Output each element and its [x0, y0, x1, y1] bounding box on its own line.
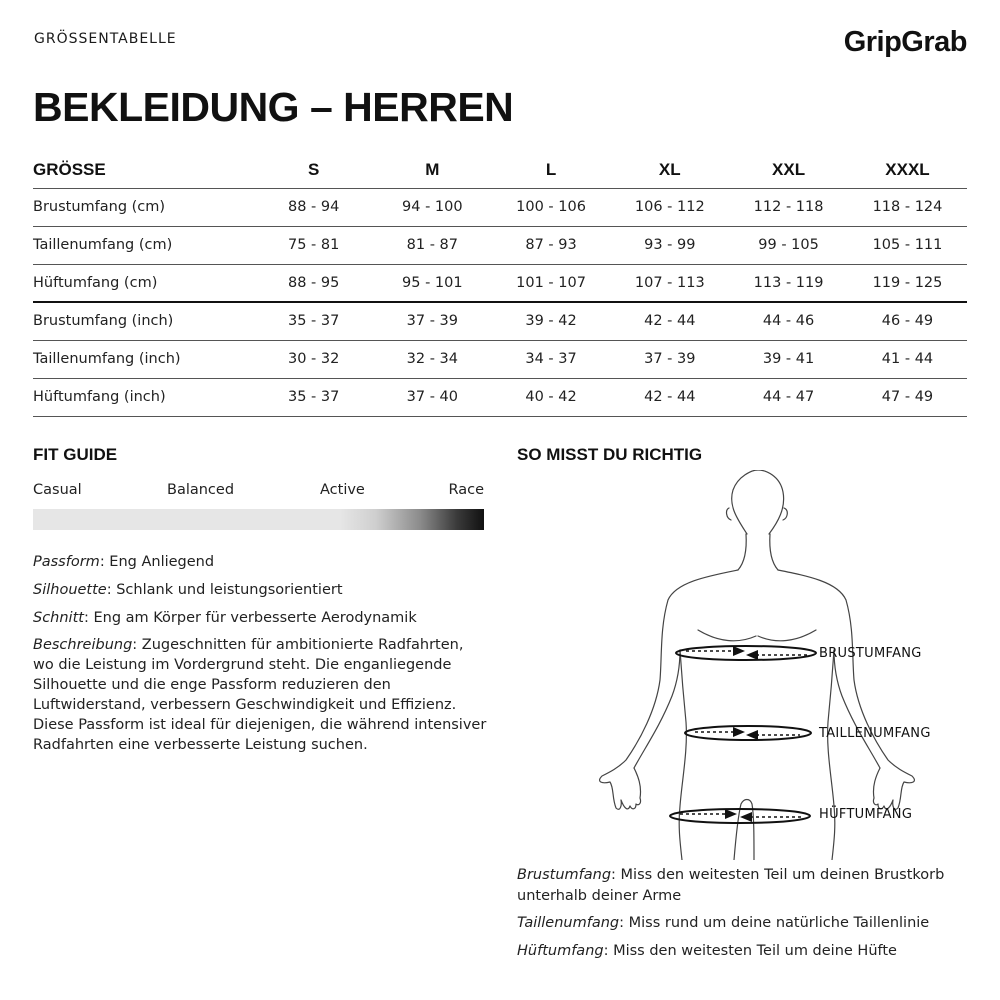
measure-term: Taillenumfang: [517, 915, 620, 931]
table-row: [33, 264, 967, 302]
size-table-header: [33, 152, 967, 188]
table-cell: 37 - 39: [610, 340, 729, 378]
fit-label-race: Race: [448, 482, 484, 498]
size-header-cell: S: [254, 152, 373, 188]
page-title: BEKLEIDUNG – HERREN: [33, 84, 514, 130]
measure-term: Brustumfang: [517, 867, 612, 883]
size-header-cell: XL: [610, 152, 729, 188]
brand-logo: GripGrab: [843, 26, 967, 58]
fit-desc: : Eng am Körper für verbesserte Aerodynamik: [83, 610, 417, 626]
table-row: [33, 226, 967, 264]
table-cell: 39 - 41: [729, 340, 848, 378]
table-cell: 37 - 40: [373, 378, 492, 416]
size-header-cell: XXXL: [848, 152, 967, 188]
table-cell: 99 - 105: [729, 226, 848, 264]
table-cell: 42 - 44: [610, 302, 729, 340]
row-label: Taillenumfang (cm): [33, 226, 254, 264]
table-cell: 44 - 47: [729, 378, 848, 416]
table-cell: 112 - 118: [729, 188, 848, 226]
table-cell: 32 - 34: [373, 340, 492, 378]
table-row: [33, 188, 967, 226]
fit-scale-bar: [33, 509, 484, 530]
fit-schnitt: [33, 608, 488, 628]
measure-desc: : Miss rund um deine natürliche Taillenlinie: [619, 915, 930, 931]
fit-guide-heading: FIT GUIDE: [33, 445, 118, 464]
measure-desc: : Miss den weitesten Teil um deinen Brustkorb unterhalb deiner Arme: [517, 867, 945, 904]
fit-term: Passform: [33, 554, 100, 570]
size-header-cell: M: [373, 152, 492, 188]
fit-desc: : Zugeschnitten für ambitionierte Radfahrten, wo die Leistung im Vordergrund steht. Die enganliegende Silhouette und die enge Passform reduzieren den Luftwiderstand, verbessern Geschwindigkeit und Effizienz. Diese Passform ist ideal für diejenigen, die während intensiver Radfahrten eine verbesserte Leistung suchen.: [33, 637, 487, 753]
table-cell: 35 - 37: [254, 302, 373, 340]
table-cell: 107 - 113: [610, 264, 729, 302]
measure-brust: [517, 865, 967, 907]
fit-desc: : Eng Anliegend: [99, 554, 215, 570]
fit-passform: [33, 552, 488, 572]
table-cell: 100 - 106: [492, 188, 611, 226]
size-table: [33, 152, 967, 417]
table-cell: 88 - 95: [254, 264, 373, 302]
measure-heading: SO MISST DU RICHTIG: [517, 445, 703, 464]
table-cell: 34 - 37: [492, 340, 611, 378]
size-header-cell: XXL: [729, 152, 848, 188]
page-kicker: GRÖSSENTABELLE: [34, 31, 177, 47]
table-cell: 42 - 44: [610, 378, 729, 416]
measure-desc: : Miss den weitesten Teil um deine Hüfte: [603, 943, 897, 959]
table-cell: 118 - 124: [848, 188, 967, 226]
figure-label-huefte: HÜFTUMFANG: [819, 807, 913, 822]
table-cell: 41 - 44: [848, 340, 967, 378]
table-cell: 101 - 107: [492, 264, 611, 302]
table-cell: 40 - 42: [492, 378, 611, 416]
row-label: Hüftumfang (cm): [33, 264, 254, 302]
body-figure: [588, 470, 968, 860]
figure-label-taille: TAILLENUMFANG: [819, 726, 931, 741]
table-cell: 94 - 100: [373, 188, 492, 226]
table-cell: 119 - 125: [848, 264, 967, 302]
table-cell: 75 - 81: [254, 226, 373, 264]
fit-label-casual: Casual: [33, 482, 82, 498]
size-header-cell: GRÖSSE: [33, 152, 254, 188]
fit-term: Beschreibung: [33, 637, 133, 653]
body-outline-illustration: [588, 470, 968, 860]
fit-desc: : Schlank und leistungsorientiert: [106, 582, 343, 598]
fit-term: Schnitt: [33, 610, 84, 626]
table-cell: 105 - 111: [848, 226, 967, 264]
row-label: Brustumfang (inch): [33, 302, 254, 340]
fit-term: Silhouette: [33, 582, 107, 598]
row-label: Taillenumfang (inch): [33, 340, 254, 378]
table-cell: 35 - 37: [254, 378, 373, 416]
fit-label-balanced: Balanced: [167, 482, 235, 498]
figure-label-brust: BRUSTUMFANG: [819, 646, 922, 661]
row-label: Brustumfang (cm): [33, 188, 254, 226]
table-cell: 47 - 49: [848, 378, 967, 416]
table-cell: 93 - 99: [610, 226, 729, 264]
table-cell: 44 - 46: [729, 302, 848, 340]
row-label: Hüftumfang (inch): [33, 378, 254, 416]
table-row: [33, 340, 967, 378]
measure-taille: [517, 913, 967, 934]
table-cell: 81 - 87: [373, 226, 492, 264]
fit-silhouette: [33, 580, 488, 600]
fit-beschreibung: [33, 635, 488, 755]
table-cell: 37 - 39: [373, 302, 492, 340]
table-cell: 39 - 42: [492, 302, 611, 340]
table-cell: 88 - 94: [254, 188, 373, 226]
table-cell: 46 - 49: [848, 302, 967, 340]
fit-label-active: Active: [320, 482, 365, 498]
table-cell: 87 - 93: [492, 226, 611, 264]
table-cell: 30 - 32: [254, 340, 373, 378]
measure-term: Hüftumfang: [517, 943, 604, 959]
size-header-cell: L: [492, 152, 611, 188]
table-row: [33, 302, 967, 340]
table-cell: 95 - 101: [373, 264, 492, 302]
table-cell: 106 - 112: [610, 188, 729, 226]
table-cell: 113 - 119: [729, 264, 848, 302]
table-row: [33, 378, 967, 416]
measure-huefte: [517, 941, 967, 962]
